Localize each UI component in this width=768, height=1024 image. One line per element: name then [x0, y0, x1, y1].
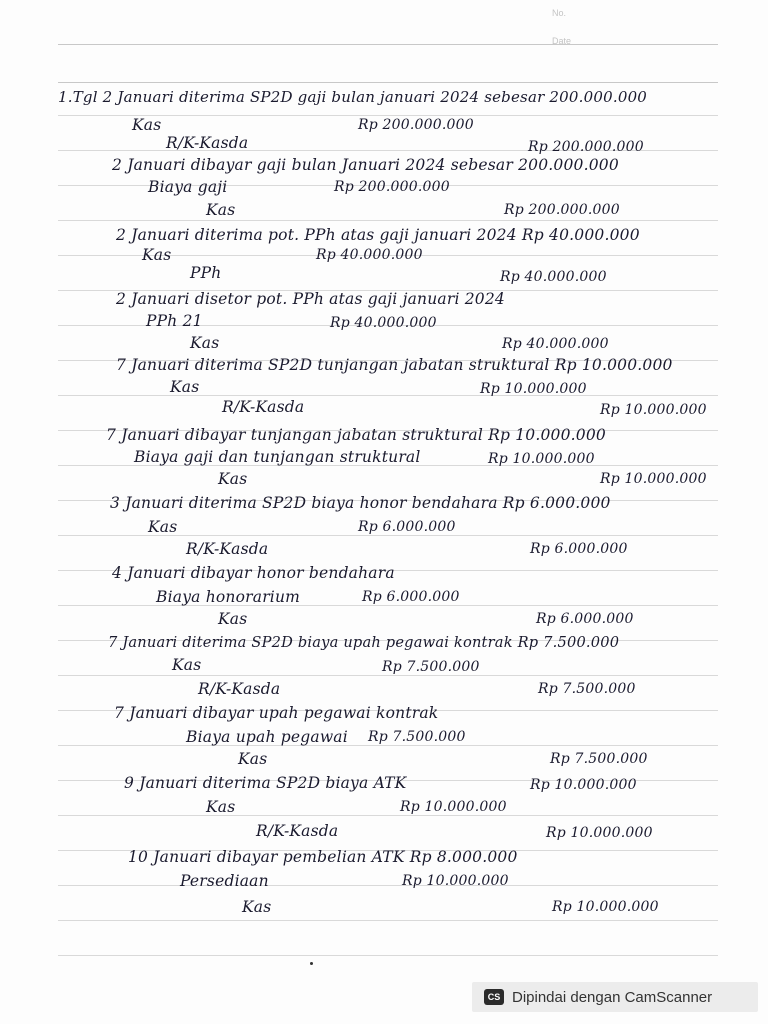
ink-dot: [310, 962, 313, 965]
entry-credit-amount: Rp 10.000.000: [600, 471, 707, 487]
header-no-label: No.: [552, 8, 567, 18]
entry-debit-amount: Rp 6.000.000: [358, 519, 456, 535]
entry-header: 10 Januari dibayar pembelian ATK Rp 8.000.000: [128, 848, 518, 866]
entry-credit-amount: Rp 200.000.000: [528, 139, 644, 155]
entry-credit-amount: Rp 40.000.000: [502, 336, 609, 352]
entry-credit-amount: Rp 10.000.000: [546, 825, 653, 841]
entry-credit-amount: Rp 6.000.000: [530, 541, 628, 557]
entry-debit-amount: Rp 10.000.000: [480, 381, 587, 397]
entry-header: 3 Januari diterima SP2D biaya honor bendahara Rp 6.000.000: [110, 494, 611, 512]
entry-debit-amount: Rp 10.000.000: [402, 873, 509, 889]
entry-header: 7 Januari dibayar upah pegawai kontrak: [114, 704, 439, 722]
entry-credit-amount: Rp 10.000.000: [600, 402, 707, 418]
entry-header: 4 Januari dibayar honor bendahara: [112, 564, 395, 582]
entry-credit-amount: Rp 10.000.000: [552, 899, 659, 915]
entry-account: Kas: [132, 116, 162, 134]
entry-debit-amount: Rp 6.000.000: [362, 589, 460, 605]
entry-account: R/K-Kasda: [166, 134, 249, 152]
entry-account: Biaya honorarium: [156, 588, 301, 606]
entry-header: 9 Januari diterima SP2D biaya ATK: [124, 774, 407, 792]
entry-debit-amount: Rp 10.000.000: [488, 451, 595, 467]
entry-account: Kas: [218, 610, 248, 628]
entry-header: 2 Januari diterima pot. PPh atas gaji januari 2024 Rp 40.000.000: [116, 226, 640, 244]
entry-account: Persediaan: [180, 872, 269, 890]
entry-account: R/K-Kasda: [198, 680, 281, 698]
entry-debit-amount: Rp 7.500.000: [382, 659, 480, 675]
entry-credit-amount: Rp 6.000.000: [536, 611, 634, 627]
entry-account: Kas: [148, 518, 178, 536]
camscanner-icon: CS: [484, 989, 504, 1005]
entry-account: Kas: [170, 378, 200, 396]
entry-account: Kas: [238, 750, 268, 768]
entry-account: Kas: [190, 334, 220, 352]
entry-header: 7 Januari diterima SP2D biaya upah pegawai kontrak Rp 7.500.000: [108, 634, 620, 651]
entry-account: Kas: [206, 201, 236, 219]
entry-account: Kas: [206, 798, 236, 816]
entry-header: 1.Tgl 2 Januari diterima SP2D gaji bulan januari 2024 sebesar 200.000.000: [58, 88, 648, 106]
entry-debit-amount: Rp 7.500.000: [368, 729, 466, 745]
entry-debit-amount: Rp 10.000.000: [400, 799, 507, 815]
entry-account: PPh: [190, 264, 222, 282]
entry-header-amount: Rp 10.000.000: [530, 777, 637, 793]
entry-credit-amount: Rp 7.500.000: [538, 681, 636, 697]
entry-account: Biaya gaji dan tunjangan struktural: [134, 448, 421, 466]
header-date-label: Date: [552, 36, 572, 46]
entry-debit-amount: Rp 40.000.000: [330, 315, 437, 331]
entry-account: Kas: [218, 470, 248, 488]
entry-debit-amount: Rp 200.000.000: [358, 117, 474, 133]
camscanner-badge: [472, 982, 758, 1012]
entry-account: Kas: [172, 656, 202, 674]
entry-credit-amount: Rp 200.000.000: [504, 202, 620, 218]
entry-account: R/K-Kasda: [186, 540, 269, 558]
entry-header: 2 Januari dibayar gaji bulan Januari 2024 sebesar 200.000.000: [112, 156, 619, 174]
entry-account: PPh 21: [146, 312, 203, 330]
entry-header: 7 Januari diterima SP2D tunjangan jabatan struktural Rp 10.000.000: [116, 356, 673, 374]
entry-header: 7 Januari dibayar tunjangan jabatan struktural Rp 10.000.000: [106, 426, 606, 444]
entry-debit-amount: Rp 40.000.000: [316, 247, 423, 263]
entry-credit-amount: Rp 7.500.000: [550, 751, 648, 767]
entry-account: Kas: [142, 246, 172, 264]
entry-account: R/K-Kasda: [222, 398, 305, 416]
entry-header: 2 Januari disetor pot. PPh atas gaji januari 2024: [116, 290, 505, 308]
entry-account: Kas: [242, 898, 272, 916]
entry-debit-amount: Rp 200.000.000: [334, 179, 450, 195]
camscanner-label: Dipindai dengan CamScanner: [512, 988, 713, 1006]
entry-credit-amount: Rp 40.000.000: [500, 269, 607, 285]
entry-account: Biaya upah pegawai: [186, 728, 348, 746]
entry-account: Biaya gaji: [148, 178, 228, 196]
entry-account: R/K-Kasda: [256, 822, 339, 840]
